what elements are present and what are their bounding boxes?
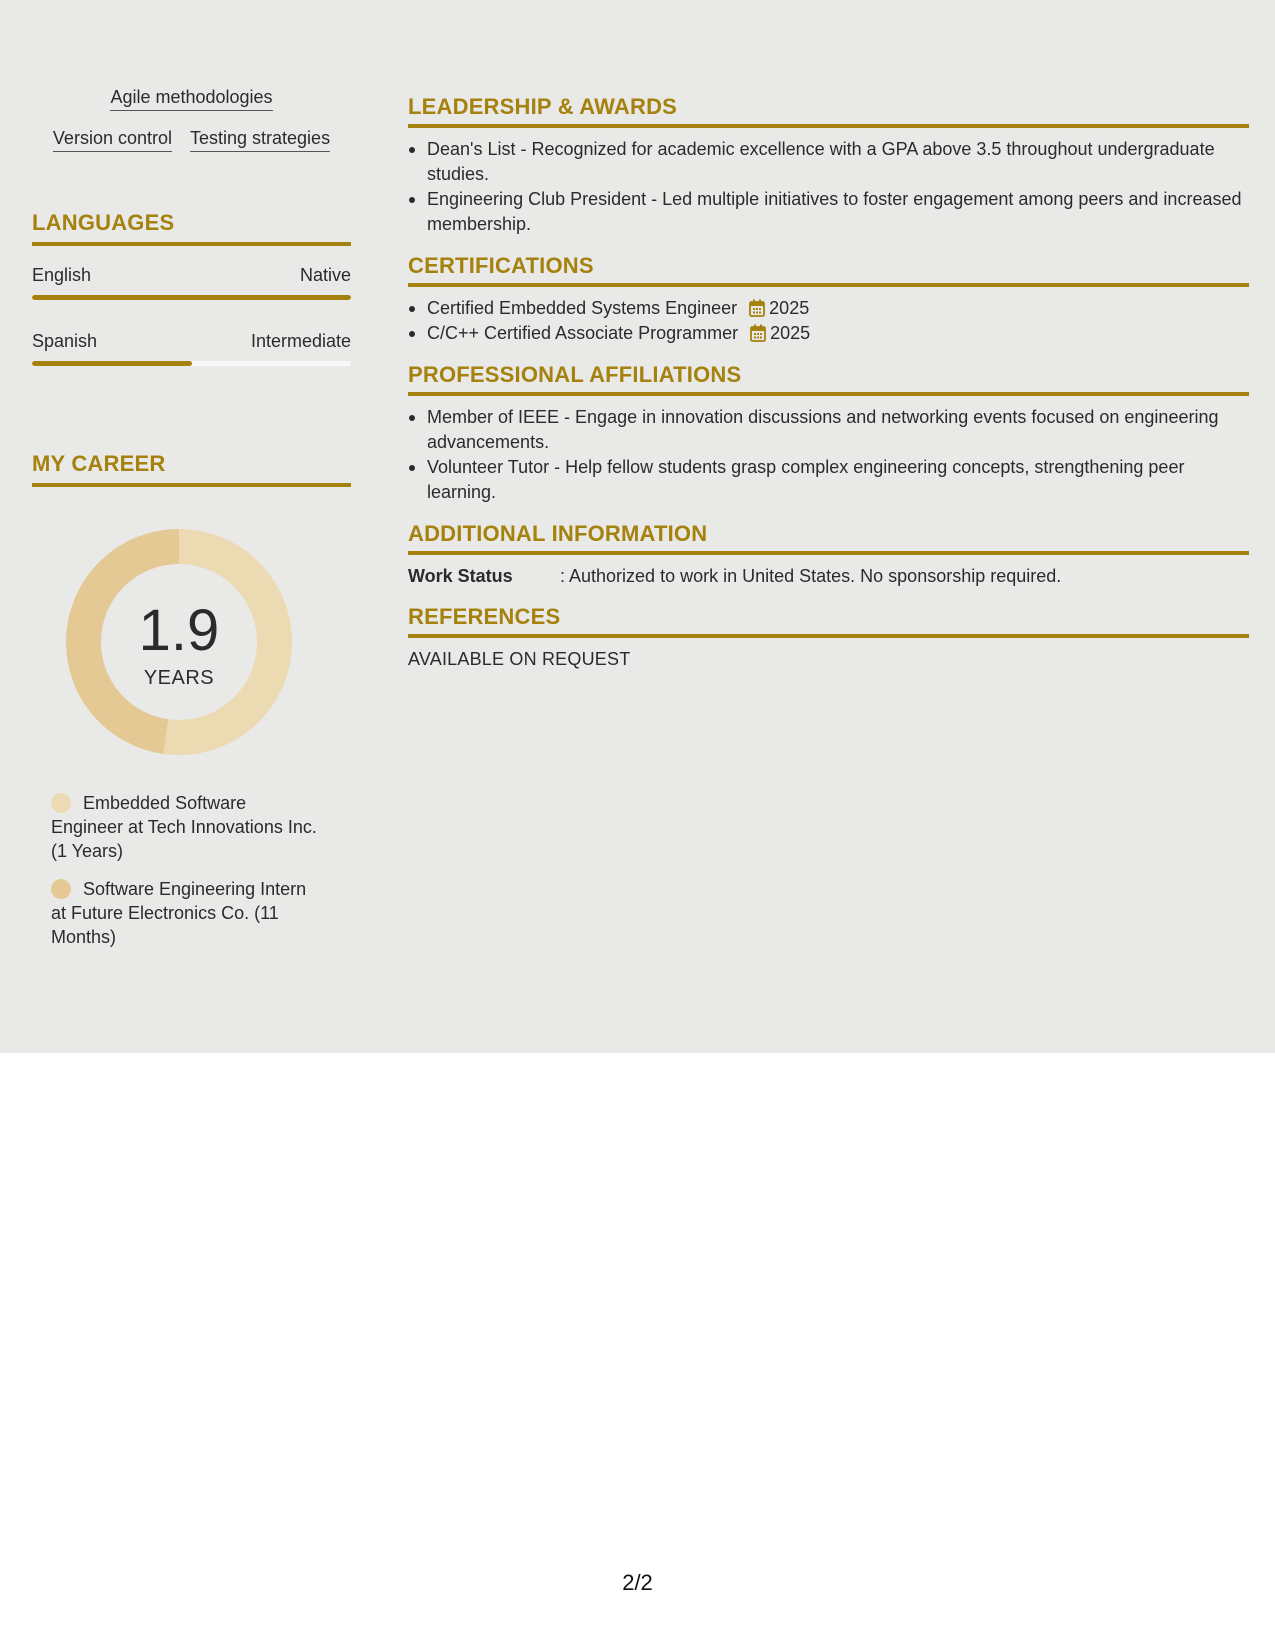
section-divider [408, 392, 1249, 396]
right-column [408, 94, 1249, 687]
language-progress-fill [32, 295, 351, 300]
calendar-icon [750, 324, 766, 342]
skill-tag: Agile methodologies [110, 86, 272, 111]
skills-list [32, 86, 351, 168]
references-section [408, 604, 1249, 671]
section-title: ADDITIONAL INFORMATION [408, 521, 708, 546]
career-legend-item [51, 877, 321, 949]
language-name: English [32, 265, 92, 285]
list-item [408, 321, 1249, 346]
section-title: PROFESSIONAL AFFILIATIONS [408, 362, 742, 387]
language-progress-fill [32, 361, 192, 366]
list-item [408, 296, 1249, 321]
section-divider [408, 283, 1249, 287]
skills-row [32, 86, 351, 111]
section-divider [32, 483, 351, 487]
section-title: MY CAREER [32, 451, 166, 476]
career-section [32, 451, 351, 947]
section-title: LEADERSHIP & AWARDS [408, 94, 678, 119]
section-title: REFERENCES [408, 604, 561, 629]
career-legend-item [51, 791, 321, 863]
language-item [32, 264, 351, 300]
page-number: 2/2 [622, 1570, 653, 1595]
leadership-section [408, 94, 1249, 237]
calendar-icon [749, 299, 765, 317]
career-legend-label: Embedded Software Engineer at Tech Innovations Inc. (1 Years) [51, 793, 317, 861]
list-item: Engineering Club President - Led multiple initiatives to foster engagement among peers and increased membership. [408, 187, 1249, 237]
section-title: CERTIFICATIONS [408, 253, 594, 278]
languages-section [32, 210, 351, 366]
section-divider [408, 124, 1249, 128]
info-label: Work Status [408, 566, 513, 586]
career-donut-chart [66, 529, 292, 755]
section-divider [32, 242, 351, 246]
skills-row [32, 127, 351, 152]
career-total-unit: YEARS [143, 667, 215, 689]
legend-dot [51, 879, 71, 899]
legend-dot [51, 793, 71, 813]
language-name: Spanish [32, 331, 98, 351]
references-text: AVAILABLE ON REQUEST [408, 649, 631, 669]
skill-tag: Testing strategies [190, 127, 330, 152]
language-level: Native [299, 265, 351, 285]
certification-name: Certified Embedded Systems Engineer [427, 298, 738, 318]
list-item: Dean's List - Recognized for academic excellence with a GPA above 3.5 throughout undergraduate studies. [408, 137, 1249, 187]
list-item: Member of IEEE - Engage in innovation discussions and networking events focused on engineering advancements. [408, 405, 1249, 455]
affiliations-section [408, 362, 1249, 505]
certification-year: 2025 [770, 323, 811, 343]
section-divider [408, 634, 1249, 638]
info-row [408, 564, 1249, 588]
language-progress-track [32, 295, 351, 300]
language-progress-track [32, 361, 351, 366]
language-level: Intermediate [250, 331, 351, 351]
career-total-value: 1.9 [138, 598, 220, 663]
skill-tag: Version control [53, 127, 172, 152]
list-item: Volunteer Tutor - Help fellow students grasp complex engineering concepts, strengthening peer learning. [408, 455, 1249, 505]
section-title: LANGUAGES [32, 210, 175, 235]
certifications-section [408, 253, 1249, 346]
additional-info-section [408, 521, 1249, 588]
certification-name: C/C++ Certified Associate Programmer [427, 323, 739, 343]
career-legend [51, 791, 321, 963]
language-item [32, 330, 351, 366]
info-value: : Authorized to work in United States. No sponsorship required. [560, 566, 1062, 586]
career-legend-label: Software Engineering Intern at Future Electronics Co. (11 Months) [51, 879, 307, 947]
certification-year: 2025 [769, 298, 810, 318]
section-divider [408, 551, 1249, 555]
